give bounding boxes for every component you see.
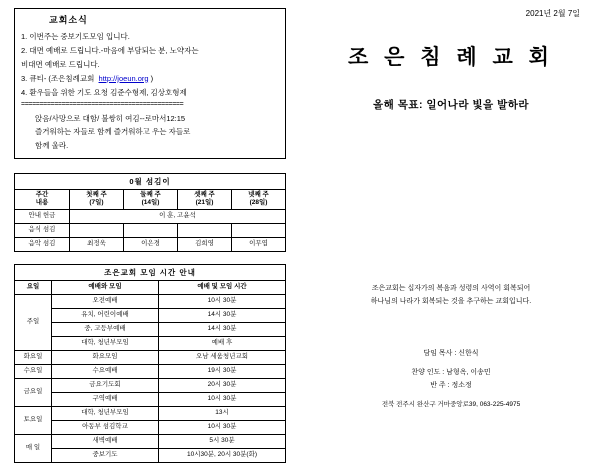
table-row [15,448,286,462]
schedule-row-10-name: 새벽예배 [52,434,159,448]
table-row [15,364,286,378]
schedule-row-1-time: 14시 30분 [159,308,286,322]
notice-item-1: 1. 이번주는 중보기도모임 입니다. [21,32,130,41]
offering-col-1-name: 첫째 주 [86,191,107,199]
verse-line-2: 즐거워하는 자들로 함께 즐거워하고 우는 자들로 [35,127,191,137]
table-row [15,280,286,294]
offering-corner-header [15,190,70,209]
offering-row-3-label: 음악 섬김 [15,237,70,251]
offering-col-1 [70,190,124,209]
offering-col-3 [178,190,232,209]
schedule-row-5-name: 수요예배 [52,364,159,378]
schedule-row-7-time: 10시 30분 [159,392,286,406]
table-row [15,237,286,251]
contact-block [310,348,592,411]
notice-item-2: 2. 대면 예배로 드립니다.-마음에 부담되는 분, 노약자는 [21,45,199,55]
church-address: 전북 전주시 완산구 거마중앙로39, 063-225-4975 [381,400,521,408]
notice-box [14,8,286,159]
right-column [310,8,592,112]
table-row [15,322,286,336]
schedule-row-3-time: 예배 후 [159,336,286,350]
offering-row-2-cell-3 [178,223,232,237]
pastor-name: 담임 목사 : 신한식 [423,350,479,357]
notice-item-3: 3. 큐티- (조은침례교회 http://joeun.org ) [21,73,154,83]
notice-title: 교회소식 [49,15,88,25]
table-row [15,190,286,209]
offering-row-3-cell-2: 이은경 [124,237,178,251]
schedule-row-2-time: 14시 30분 [159,322,286,336]
schedule-header-name: 예배와 모임 [52,280,159,294]
offering-corner-top: 주간 [35,191,49,199]
verse-line-1: 앉음/사망으로 대함/ 불쌍히 여김--로마서12:15 [35,113,186,123]
schedule-table [14,280,286,463]
mission-line-1: 조은교회는 십자가의 복음과 성령의 사역이 회복되어 [371,285,531,292]
schedule-row-1-name: 유치, 어린이예배 [52,308,159,322]
offering-row-3-cell-1: 최정욱 [70,237,124,251]
church-name-title: 조 은 침 례 교 회 [348,46,554,69]
schedule-row-9-time: 10시 30분 [159,420,286,434]
offering-col-2 [124,190,178,209]
schedule-row-9-name: 아동부 섬김학교 [52,420,159,434]
schedule-row-4-time: 오남 세움청년교회 [159,350,286,364]
schedule-header-day: 요일 [15,280,52,294]
schedule-row-5-time: 19시 30분 [159,364,286,378]
offering-row-2-cell-1 [70,223,124,237]
schedule-day-daily: 매 일 [15,434,52,462]
table-row [15,294,286,308]
mission-line-2: 하나님의 나라가 회복되는 것을 추구하는 교회입니다. [370,298,532,306]
table-row [15,420,286,434]
offering-col-2-date: (14일) [141,199,160,207]
schedule-row-8-name: 대학, 청년부모임 [52,406,159,420]
offering-col-2-name: 둘째 주 [140,191,161,199]
offering-row-3-cell-3: 김희영 [178,237,232,251]
notice-list [21,30,279,99]
table-row [15,350,286,364]
schedule-row-8-time: 13시 [159,406,286,420]
schedule-row-6-time: 20시 30분 [159,378,286,392]
offering-row-1-merged: 이 훈, 고윤석 [70,209,286,223]
schedule-day-tuesday: 화요일 [15,350,52,364]
offering-row-2-cell-4 [232,223,286,237]
table-row [15,336,286,350]
offering-row-2-label: 음식 섬김 [15,223,70,237]
offering-col-3-name: 셋째 주 [194,191,215,199]
offering-col-4-name: 넷째 주 [248,191,269,199]
schedule-row-2-name: 중, 고등부예배 [52,322,159,336]
verse-line-3: 함께 울라. [35,140,69,150]
schedule-day-sunday: 주일 [15,294,52,350]
schedule-row-11-time: 10시30분, 20시 30분(화) [159,448,286,462]
left-column [10,8,300,463]
notice-separator: ============================================ [21,101,184,109]
schedule-row-4-name: 화요모임 [52,350,159,364]
offering-row-1-label: 안내 헌금 [15,209,70,223]
offering-corner-bottom: 내용 [35,199,49,207]
table-row [15,434,286,448]
offering-col-1-date: (7일) [89,199,104,207]
offering-table [14,189,286,251]
schedule-header-time: 예배 및 모임 시간 [159,280,286,294]
offering-table-section [10,173,300,251]
table-row [15,209,286,223]
schedule-day-wednesday: 수요일 [15,364,52,378]
year-theme-verse: 올해 목표: 일어나라 빛을 발하라 [372,99,530,111]
schedule-row-0-time: 10시 30분 [159,294,286,308]
schedule-day-saturday: 토요일 [15,406,52,434]
keyboardist: 반 주 : 정소정 [430,381,472,389]
document-date: 2021년 2월 7일 [525,9,580,18]
worship-leaders: 찬양 인도 : 남형옥, 이송민 [411,368,491,376]
notice-verse [21,112,279,153]
schedule-row-10-time: 5시 30분 [159,434,286,448]
offering-caption: 0월 섬김이 [14,173,286,189]
offering-row-3-cell-4: 이무엽 [232,237,286,251]
notice-item-4: 4. 환우들을 위한 기도 요청 김준수형제, 김상호형제 [21,87,187,97]
table-row [15,308,286,322]
table-row [15,223,286,237]
offering-row-2-cell-2 [124,223,178,237]
table-row [15,406,286,420]
schedule-row-6-name: 금요기도회 [52,378,159,392]
mission-statement [310,282,592,309]
offering-col-4 [232,190,286,209]
schedule-row-3-name: 대학, 청년부모임 [52,336,159,350]
schedule-row-7-name: 구역예배 [52,392,159,406]
schedule-row-0-name: 오전예배 [52,294,159,308]
offering-col-4-date: (28일) [249,199,268,207]
schedule-day-friday: 금요일 [15,378,52,406]
church-website-link[interactable]: http://joeun.org [98,73,149,83]
table-row [15,392,286,406]
schedule-caption: 조은교회 모임 시간 안내 [14,264,286,280]
notice-item-2-cont: 비대면 예배로 드립니다. [21,59,100,69]
schedule-table-section [10,264,300,463]
offering-col-3-date: (21일) [195,199,214,207]
schedule-row-11-name: 중보기도 [52,448,159,462]
table-row [15,378,286,392]
